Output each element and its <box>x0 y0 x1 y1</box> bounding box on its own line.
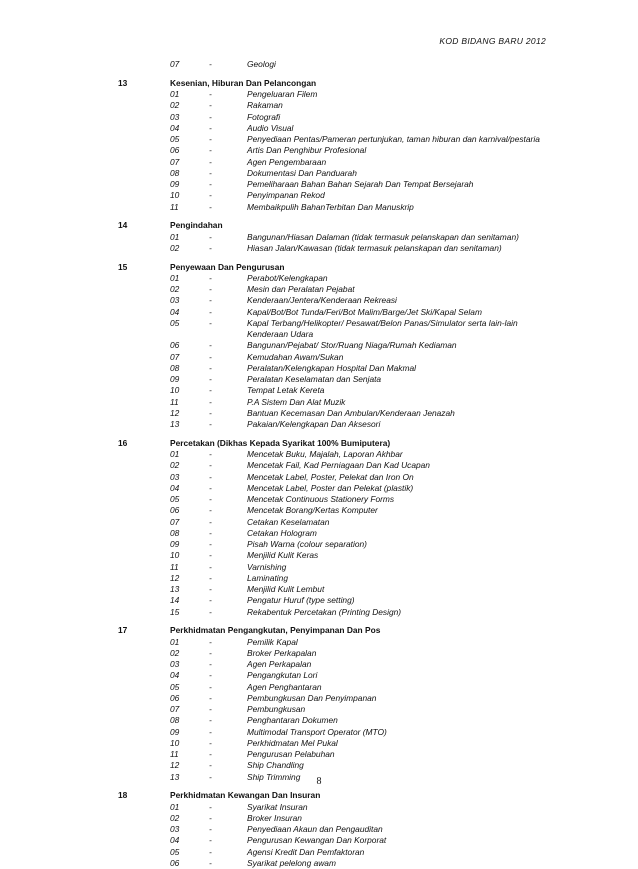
code-item-row <box>118 802 558 813</box>
code-item-row <box>118 749 558 760</box>
item-code: 03 <box>170 295 180 306</box>
code-item-row <box>118 715 558 726</box>
item-code: 03 <box>170 111 180 122</box>
item-code: 09 <box>170 374 180 384</box>
item-description: Kapal/Bot/Bot Tunda/Feri/Bot Malim/Barge/Jet Ski/Kapal Selam <box>247 306 482 317</box>
item-dash: - <box>209 647 212 658</box>
item-dash: - <box>209 317 212 328</box>
item-code: 03 <box>170 471 180 482</box>
item-dash: - <box>209 471 212 482</box>
section-heading <box>118 438 558 449</box>
code-item-row <box>118 550 558 561</box>
item-code: 11 <box>170 749 179 759</box>
item-code: 06 <box>170 340 180 351</box>
item-dash: - <box>209 284 212 294</box>
section-heading <box>118 78 558 89</box>
code-item-row <box>118 659 558 670</box>
item-description: Varnishing <box>247 561 287 572</box>
item-code: 05 <box>170 134 180 144</box>
item-dash: - <box>209 760 212 771</box>
item-code: 06 <box>170 145 180 156</box>
item-dash: - <box>209 715 212 726</box>
item-description: Kenderaan/Jentera/Kenderaan Rekreasi <box>247 295 397 306</box>
item-dash: - <box>209 482 212 493</box>
code-item-row <box>118 363 558 374</box>
item-description: Perabot/Kelengkapan <box>247 272 328 283</box>
item-code: 13 <box>170 419 180 429</box>
item-dash: - <box>209 362 212 373</box>
item-code: 07 <box>170 156 180 167</box>
item-code: 03 <box>170 659 180 669</box>
code-item-row <box>118 318 558 341</box>
item-code: 07 <box>170 351 180 362</box>
code-item-row <box>118 517 558 528</box>
code-item-row <box>118 494 558 505</box>
item-code: 02 <box>170 460 180 471</box>
item-description: Mencetak Label, Poster dan Pelekat (plastik) <box>247 482 414 493</box>
code-item-row <box>118 295 558 306</box>
item-description: Audio Visual <box>247 122 294 133</box>
code-item-row <box>118 168 558 179</box>
item-description: P.A Sistem Dan Alat Muzik <box>247 396 346 407</box>
item-code: 12 <box>170 407 180 418</box>
item-code: 09 <box>170 539 180 549</box>
item-dash: - <box>209 681 212 692</box>
item-dash: - <box>209 692 212 703</box>
code-item-row <box>118 419 558 430</box>
item-code: 01 <box>170 636 180 647</box>
item-dash: - <box>209 550 212 561</box>
item-description: Rekabentuk Percetakan (Printing Design) <box>247 606 402 617</box>
code-item-row <box>118 179 558 190</box>
item-description: Tempat Letak Kereta <box>247 385 325 396</box>
item-code: 02 <box>170 100 180 111</box>
item-description: Laminating <box>247 572 288 583</box>
item-description: Bantuan Kecemasan Dan Ambulan/Kenderaan Jenazah <box>247 407 455 418</box>
item-code: 06 <box>170 505 180 516</box>
item-description: Pemilik Kapal <box>247 636 298 647</box>
code-item-row <box>118 397 558 408</box>
code-item-row <box>118 232 558 243</box>
item-code: 03 <box>170 824 180 834</box>
code-item-row <box>118 693 558 704</box>
item-dash: - <box>209 89 212 99</box>
code-item-row <box>118 528 558 539</box>
item-dash: - <box>209 156 212 167</box>
item-description: Mencetak Fail, Kad Perniagaan Dan Kad Ucapan <box>247 460 430 471</box>
code-item-row <box>118 573 558 584</box>
item-description: Fotografi <box>247 111 281 122</box>
code-item-row <box>118 134 558 145</box>
code-item-row <box>118 738 558 749</box>
item-code: 08 <box>170 362 180 373</box>
code-item-row <box>118 648 558 659</box>
item-code: 11 <box>170 201 179 212</box>
item-dash: - <box>209 100 212 111</box>
item-description: Menjilid Kulit Lembut <box>247 584 325 594</box>
item-code: 11 <box>170 396 179 407</box>
code-item-row <box>118 243 558 254</box>
item-code: 02 <box>170 284 180 294</box>
code-item-row <box>118 682 558 693</box>
item-description: Bangunan/Pejabat/ Stor/Ruang Niaga/Rumah Kediaman <box>247 340 457 351</box>
item-description: Penyediaan Pentas/Pameran pertunjukan, taman hiburan dan karnival/pestaria <box>247 134 540 144</box>
item-dash: - <box>209 374 212 384</box>
item-dash: - <box>209 505 212 516</box>
item-code: 02 <box>170 242 180 253</box>
item-code: 04 <box>170 482 180 493</box>
item-dash: - <box>209 737 212 748</box>
item-dash: - <box>209 242 212 253</box>
item-dash: - <box>209 704 212 714</box>
section-number: 17 <box>118 625 128 636</box>
item-code: 14 <box>170 595 180 606</box>
item-code: 05 <box>170 317 180 328</box>
item-code: 04 <box>170 670 180 681</box>
item-dash: - <box>209 539 212 549</box>
item-dash: - <box>209 561 212 572</box>
item-description: Cetakan Keselamatan <box>247 516 330 527</box>
section-number: 15 <box>118 261 128 272</box>
item-code: 07 <box>170 704 180 714</box>
item-dash: - <box>209 201 212 212</box>
item-dash: - <box>209 516 212 527</box>
item-description: Pengurusan Kewangan Dan Korporat <box>247 835 387 846</box>
item-dash: - <box>209 460 212 471</box>
item-description: Pembungkusan <box>247 704 306 714</box>
code-item-row <box>118 847 558 858</box>
item-description: Membaikpulih BahanTerbitan Dan Manuskrip <box>247 201 414 212</box>
item-code: 01 <box>170 801 180 812</box>
item-description: Syarikat pelelong awam <box>247 857 336 868</box>
code-item-row <box>118 408 558 419</box>
item-dash: - <box>209 749 212 759</box>
item-description: Hiasan Jalan/Kawasan (tidak termasuk pelanskapan dan senitaman) <box>247 242 502 253</box>
code-item-row <box>118 385 558 396</box>
section-number: 14 <box>118 220 128 231</box>
item-description: Kemudahan Awam/Sukan <box>247 351 344 362</box>
code-item-row <box>118 727 558 738</box>
item-description: Mencetak Continuous Stationery Forms <box>247 494 395 504</box>
item-description: Mesin dan Peralatan Pejabat <box>247 284 355 294</box>
item-dash: - <box>209 340 212 351</box>
section-number: 16 <box>118 437 128 448</box>
section-title: Perkhidmatan Pengangkutan, Penyimpanan Dan Pos <box>170 625 381 636</box>
item-description: Pemeliharaan Bahan Bahan Sejarah Dan Tempat Bersejarah <box>247 179 474 189</box>
item-code: 13 <box>170 771 180 782</box>
item-dash: - <box>209 145 212 156</box>
code-item-row <box>118 858 558 869</box>
item-code: 07 <box>170 59 180 69</box>
item-dash: - <box>209 595 212 606</box>
code-item-row <box>118 202 558 213</box>
item-dash: - <box>209 670 212 681</box>
item-dash: - <box>209 419 212 429</box>
section-heading <box>118 790 558 801</box>
code-item-row <box>118 813 558 824</box>
page-number: 8 <box>316 776 322 787</box>
code-item-row <box>118 145 558 156</box>
item-dash: - <box>209 134 212 144</box>
item-code: 02 <box>170 812 180 823</box>
item-code: 09 <box>170 726 180 737</box>
item-dash: - <box>209 396 212 407</box>
item-description: Pengurusan Pelabuhan <box>247 749 335 759</box>
item-dash: - <box>209 572 212 583</box>
code-item-row <box>118 562 558 573</box>
item-dash: - <box>209 835 212 846</box>
code-item-row <box>118 760 558 771</box>
item-description: Penyediaan Akaun dan Pengauditan <box>247 824 383 834</box>
section-title: Kesenian, Hiburan Dan Pelancongan <box>170 77 317 88</box>
item-description: Penghantaran Dokumen <box>247 715 338 726</box>
item-description: Mencetak Borang/Kertas Komputer <box>247 505 378 516</box>
section-title: Percetakan (Dikhas Kepada Syarikat 100% Bumiputera) <box>170 437 391 448</box>
item-description: Pakaian/Kelengkapan Dan Aksesori <box>247 419 381 429</box>
item-dash: - <box>209 111 212 122</box>
item-dash: - <box>209 59 212 69</box>
item-code: 04 <box>170 835 180 846</box>
item-code: 12 <box>170 760 180 771</box>
section-number: 18 <box>118 790 128 801</box>
item-description: Broker Perkapalan <box>247 647 317 658</box>
item-dash: - <box>209 846 212 857</box>
document-body <box>118 59 558 869</box>
item-dash: - <box>209 659 212 669</box>
item-description: Pengeluaran Filem <box>247 89 318 99</box>
item-dash: - <box>209 449 212 459</box>
item-code: 08 <box>170 167 180 178</box>
item-code: 01 <box>170 449 180 459</box>
code-item-row <box>118 340 558 351</box>
code-item-row <box>118 835 558 846</box>
code-item-row <box>118 112 558 123</box>
item-dash: - <box>209 726 212 737</box>
item-description: Mencetak Buku, Majalah, Laporan Akhbar <box>247 449 403 459</box>
item-description: Bangunan/Hiasan Dalaman (tidak termasuk pelanskapan dan senitaman) <box>247 231 519 242</box>
item-code: 10 <box>170 737 180 748</box>
item-description: Broker Insuran <box>247 812 302 823</box>
item-code: 08 <box>170 527 180 538</box>
item-dash: - <box>209 527 212 538</box>
item-code: 04 <box>170 306 180 317</box>
item-description: Penyimpanan Rekod <box>247 190 325 201</box>
item-code: 10 <box>170 385 180 396</box>
code-item-row <box>118 59 558 70</box>
code-item-row <box>118 539 558 550</box>
item-dash: - <box>209 231 212 242</box>
item-description: Perkhidmatan Mel Pukal <box>247 737 338 748</box>
item-dash: - <box>209 801 212 812</box>
item-description: Geologi <box>247 59 276 69</box>
item-description: Ship Chandling <box>247 760 304 771</box>
code-item-row <box>118 483 558 494</box>
section-title: Perkhidmatan Kewangan Dan Insuran <box>170 790 321 801</box>
code-item-row <box>118 704 558 715</box>
item-description: Ship Trimming <box>247 771 301 782</box>
item-dash: - <box>209 190 212 201</box>
item-dash: - <box>209 584 212 594</box>
section-heading <box>118 220 558 231</box>
item-dash: - <box>209 306 212 317</box>
section-title: Pengindahan <box>170 220 223 231</box>
code-item-row <box>118 190 558 201</box>
code-item-row <box>118 449 558 460</box>
item-dash: - <box>209 812 212 823</box>
item-dash: - <box>209 385 212 396</box>
code-item-row <box>118 284 558 295</box>
item-description: Syarikat Insuran <box>247 801 308 812</box>
item-dash: - <box>209 857 212 868</box>
code-item-row <box>118 273 558 284</box>
item-description: Pengatur Huruf (type setting) <box>247 595 355 606</box>
item-dash: - <box>209 494 212 504</box>
item-description: Rakaman <box>247 100 283 111</box>
item-dash: - <box>209 636 212 647</box>
item-description: Pisah Warna (colour separation) <box>247 539 367 549</box>
item-code: 10 <box>170 550 180 561</box>
code-item-row <box>118 374 558 385</box>
section-heading <box>118 625 558 636</box>
item-code: 05 <box>170 494 180 504</box>
item-description: Agen Penghantaran <box>247 681 322 692</box>
item-code: 06 <box>170 857 180 868</box>
item-code: 08 <box>170 715 180 726</box>
item-description: Artis Dan Penghibur Profesional <box>247 145 367 156</box>
item-code: 01 <box>170 231 180 242</box>
item-dash: - <box>209 167 212 178</box>
item-description: Mencetak Label, Poster, Pelekat dan Iron On <box>247 471 414 482</box>
item-description: Agensi Kredit Dan Pemfaktoran <box>247 846 365 857</box>
item-description: Pengangkutan Lori <box>247 670 318 681</box>
item-code: 06 <box>170 692 180 703</box>
item-description: Menjilid Kulit Keras <box>247 550 319 561</box>
item-code: 10 <box>170 190 180 201</box>
section-number: 13 <box>118 77 128 88</box>
code-item-row <box>118 607 558 618</box>
item-description: Peralatan/Kelengkapan Hospital Dan Makmal <box>247 362 416 373</box>
code-item-row <box>118 670 558 681</box>
item-dash: - <box>209 771 212 782</box>
document-header: KOD BIDANG BARU 2012 <box>439 36 546 46</box>
code-item-row <box>118 352 558 363</box>
code-item-row <box>118 595 558 606</box>
item-description: Peralatan Keselamatan dan Senjata <box>247 374 382 384</box>
item-code: 01 <box>170 272 180 283</box>
item-dash: - <box>209 351 212 362</box>
item-code: 02 <box>170 647 180 658</box>
item-code: 09 <box>170 179 180 189</box>
item-description: Dokumentasi Dan Panduarah <box>247 167 357 178</box>
code-item-row <box>118 123 558 134</box>
code-item-row <box>118 307 558 318</box>
section-title: Penyewaan Dan Pengurusan <box>170 261 285 272</box>
item-description: Cetakan Hologram <box>247 527 317 538</box>
item-code: 01 <box>170 89 180 99</box>
item-code: 13 <box>170 584 180 594</box>
item-code: 05 <box>170 681 180 692</box>
code-item-row <box>118 100 558 111</box>
item-description: Agen Pengembaraan <box>247 156 327 167</box>
code-item-row <box>118 637 558 648</box>
code-item-row <box>118 460 558 471</box>
code-item-row <box>118 157 558 168</box>
item-dash: - <box>209 407 212 418</box>
item-description: Kapal Terbang/Helikopter/ Pesawat/Belon Panas/Simulator serta lain-lain Kenderaan Udara <box>247 317 518 339</box>
section-heading <box>118 262 558 273</box>
item-dash: - <box>209 179 212 189</box>
item-description: Pembungkusan Dan Penyimpanan <box>247 692 377 703</box>
item-dash: - <box>209 606 212 617</box>
item-code: 12 <box>170 572 180 583</box>
item-dash: - <box>209 824 212 834</box>
item-dash: - <box>209 272 212 283</box>
code-item-row <box>118 472 558 483</box>
code-item-row <box>118 584 558 595</box>
code-item-row <box>118 505 558 516</box>
item-dash: - <box>209 122 212 133</box>
item-code: 05 <box>170 846 180 857</box>
item-code: 04 <box>170 122 180 133</box>
code-item-row <box>118 89 558 100</box>
item-description: Agen Perkapalan <box>247 659 312 669</box>
item-description: Multimodal Transport Operator (MTO) <box>247 726 387 737</box>
item-code: 11 <box>170 561 179 572</box>
item-dash: - <box>209 295 212 306</box>
item-code: 15 <box>170 606 180 617</box>
item-code: 07 <box>170 516 180 527</box>
